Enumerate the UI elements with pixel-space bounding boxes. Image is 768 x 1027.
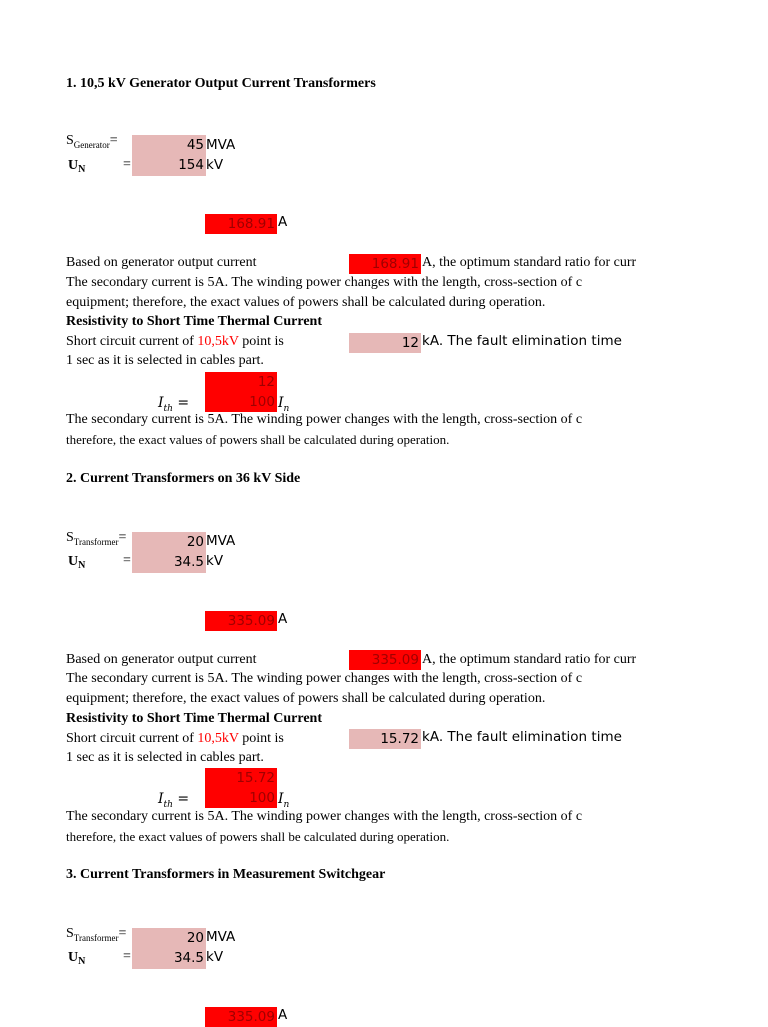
equipment-line: equipment; therefore, the exact values of powers shall be calculated during operation. bbox=[66, 691, 546, 706]
s-value-cell[interactable]: 20 34.5 bbox=[132, 928, 206, 969]
un-eq: = bbox=[123, 553, 131, 568]
based-value-cell[interactable]: 335.09 bbox=[349, 650, 421, 670]
sc-value-cell[interactable]: 15.72 bbox=[349, 729, 421, 749]
sc-value-cell[interactable]: 12 bbox=[349, 333, 421, 353]
s-unit: MVA bbox=[206, 929, 236, 945]
resistivity-heading: Resistivity to Short Time Thermal Current bbox=[66, 711, 323, 726]
section-heading: 1. 10,5 kV Generator Output Current Transformers bbox=[66, 76, 376, 91]
ith-cell[interactable]: 15.72 100 bbox=[205, 768, 277, 808]
s-unit: MVA bbox=[206, 533, 236, 549]
secondary-line-2: The secondary current is 5A. The winding power changes with the length, cross-section of c bbox=[66, 412, 583, 427]
s-label: $S_{Generator}=$ bbox=[66, 133, 118, 150]
equipment-line: equipment; therefore, the exact values of powers shall be calculated during operation. bbox=[66, 295, 546, 310]
s-value-cell[interactable]: 20 34.5 bbox=[132, 532, 206, 573]
un-eq: = bbox=[123, 157, 131, 172]
un-label: $U_N$ bbox=[68, 554, 86, 571]
in-label: $I_n$ bbox=[278, 395, 290, 414]
ith-cell[interactable]: 12 100 bbox=[205, 372, 277, 412]
short-circuit-text: Short circuit current of 10,5kV point is bbox=[66, 334, 284, 349]
secondary-line-2: The secondary current is 5A. The winding power changes with the length, cross-section of c bbox=[66, 809, 583, 824]
ith-label: $I_{th}$ = bbox=[158, 395, 190, 414]
sec-line: 1 sec as it is selected in cables part. bbox=[66, 353, 264, 368]
un-unit: kV bbox=[206, 157, 224, 173]
s-unit: MVA bbox=[206, 137, 236, 153]
based-tail: A, the optimum standard ratio for curr bbox=[422, 652, 636, 667]
short-circuit-text: Short circuit current of 10,5kV point is bbox=[66, 731, 284, 746]
in-label: $I_n$ bbox=[278, 791, 290, 810]
based-text: Based on generator output current bbox=[66, 255, 257, 270]
section-heading: 2. Current Transformers on 36 kV Side bbox=[66, 471, 301, 486]
section-heading: 3. Current Transformers in Measurement Switchgear bbox=[66, 867, 386, 882]
current-unit: A bbox=[278, 214, 288, 230]
current-unit: A bbox=[278, 1007, 288, 1023]
sec-line: 1 sec as it is selected in cables part. bbox=[66, 750, 264, 765]
current-value-cell[interactable]: 168.91 bbox=[205, 214, 277, 234]
un-unit: kV bbox=[206, 553, 224, 569]
current-value-cell[interactable]: 335.09 bbox=[205, 1007, 277, 1027]
un-unit: kV bbox=[206, 949, 224, 965]
sc-tail: kA. The fault elimination time bbox=[422, 333, 622, 349]
current-unit: A bbox=[278, 611, 288, 627]
sc-tail: kA. The fault elimination time bbox=[422, 729, 622, 745]
un-label: $U_N$ bbox=[68, 158, 86, 175]
based-text: Based on generator output current bbox=[66, 652, 257, 667]
s-value-cell[interactable]: 45 154 bbox=[132, 135, 206, 176]
un-label: $U_N$ bbox=[68, 950, 86, 967]
therefore-line: therefore, the exact values of powers shall be calculated during operation. bbox=[66, 829, 450, 844]
secondary-line: The secondary current is 5A. The winding power changes with the length, cross-section of c bbox=[66, 275, 583, 290]
s-label: $S_{Transformer}=$ bbox=[66, 926, 127, 943]
based-value-cell[interactable]: 168.91 bbox=[349, 254, 421, 274]
resistivity-heading: Resistivity to Short Time Thermal Current bbox=[66, 314, 323, 329]
based-tail: A, the optimum standard ratio for curr bbox=[422, 255, 636, 270]
therefore-line: therefore, the exact values of powers shall be calculated during operation. bbox=[66, 432, 450, 447]
un-eq: = bbox=[123, 949, 131, 964]
current-value-cell[interactable]: 335.09 bbox=[205, 611, 277, 631]
s-label: $S_{Transformer}=$ bbox=[66, 530, 127, 547]
secondary-line: The secondary current is 5A. The winding power changes with the length, cross-section of c bbox=[66, 671, 583, 686]
ith-label: $I_{th}$ = bbox=[158, 791, 190, 810]
